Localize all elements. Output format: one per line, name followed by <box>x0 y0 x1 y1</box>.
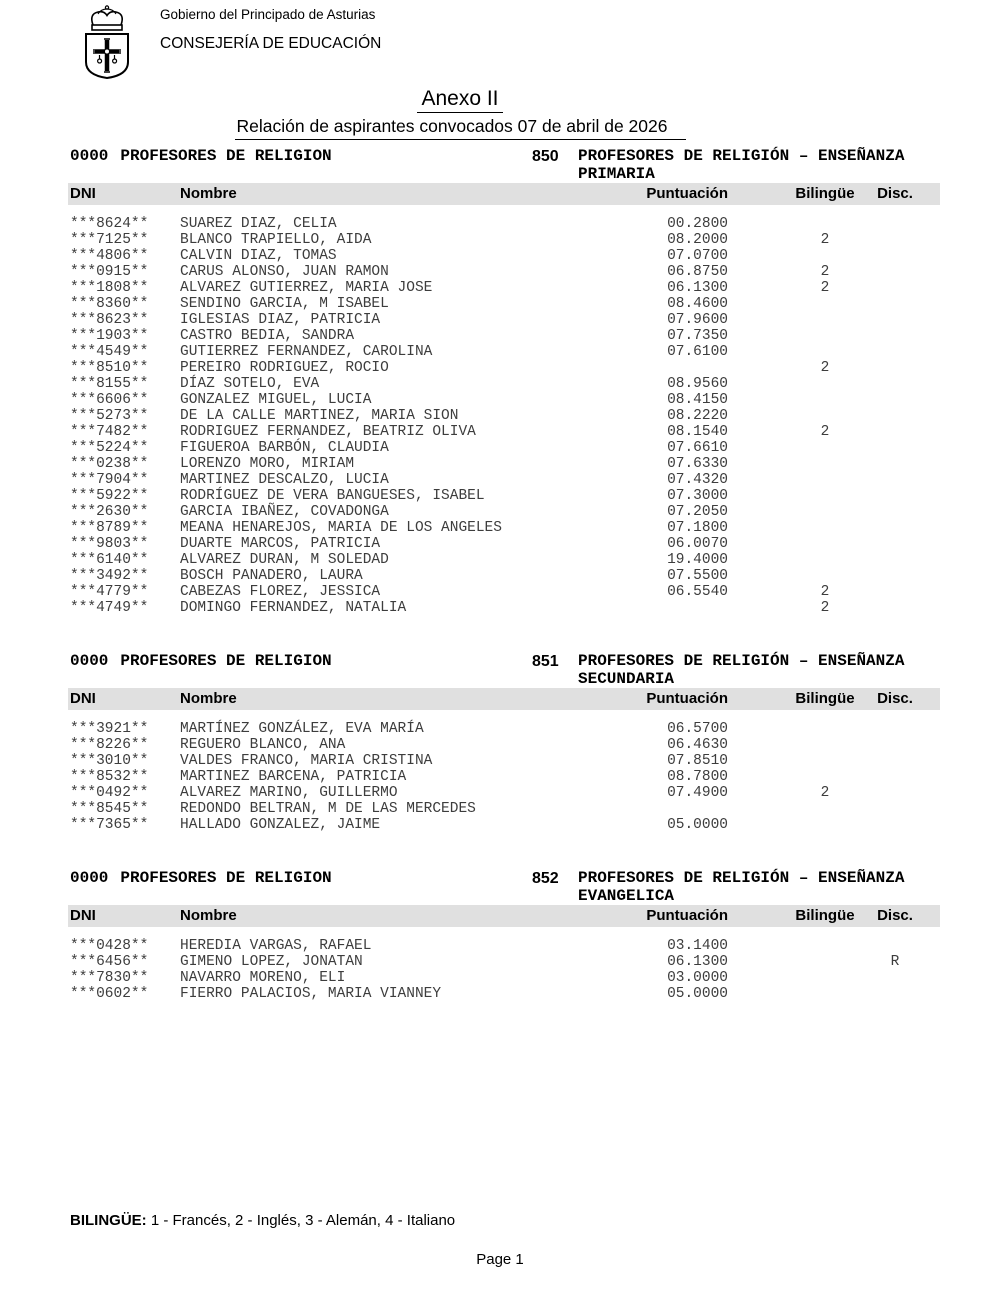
cell-disc <box>872 232 938 248</box>
cell-bilingue <box>728 456 872 472</box>
cell-disc <box>872 424 938 440</box>
cell-nombre: ALVAREZ DURAN, M SOLEDAD <box>180 552 389 568</box>
cell-disc <box>872 392 938 408</box>
cell-nombre: BOSCH PANADERO, LAURA <box>180 568 363 584</box>
cell-disc <box>872 456 938 472</box>
cell-dni: ***0602** <box>70 986 149 1002</box>
cell-nombre: BLANCO TRAPIELLO, AIDA <box>180 232 372 248</box>
table-row <box>68 360 940 376</box>
table-row <box>68 296 940 312</box>
cell-bilingue <box>728 552 872 568</box>
column-header-bilingue: Bilingüe <box>795 185 855 202</box>
table-row <box>68 328 940 344</box>
column-header-row <box>68 905 940 927</box>
cell-dni: ***8360** <box>70 296 149 312</box>
table-row <box>68 472 940 488</box>
cell-disc <box>872 408 938 424</box>
cell-bilingue <box>728 817 872 833</box>
cell-disc <box>872 312 938 328</box>
cell-disc <box>872 552 938 568</box>
cell-nombre: HEREDIA VARGAS, RAFAEL <box>180 938 372 954</box>
section-right-code: 850 <box>532 148 559 165</box>
cell-nombre: MARTINEZ BARCENA, PATRICIA <box>180 769 407 785</box>
org-line-department: CONSEJERÍA DE EDUCACIÓN <box>160 35 382 52</box>
cell-disc <box>872 753 938 769</box>
cell-bilingue <box>728 392 872 408</box>
section-heading <box>68 870 940 905</box>
table-row <box>68 600 940 616</box>
page-title: Anexo II <box>417 87 502 113</box>
cell-bilingue <box>728 970 872 986</box>
table-row <box>68 376 940 392</box>
section-left-code: 0000 <box>70 652 109 670</box>
cell-disc <box>872 801 938 817</box>
cell-bilingue: 2 <box>820 264 830 280</box>
cell-puntuacion: 06.5700 <box>667 721 728 737</box>
cell-dni: ***7365** <box>70 817 149 833</box>
cell-bilingue: 2 <box>820 424 830 440</box>
cell-disc <box>872 600 938 616</box>
cell-nombre: CABEZAS FLOREZ, JESSICA <box>180 584 381 600</box>
cell-dni: ***8789** <box>70 520 149 536</box>
cell-disc <box>872 785 938 801</box>
cell-bilingue <box>728 472 872 488</box>
table-row <box>68 552 940 568</box>
cell-puntuacion <box>578 801 728 817</box>
cell-nombre: CALVIN DIAZ, TOMAS <box>180 248 337 264</box>
cell-puntuacion: 07.4320 <box>667 472 728 488</box>
cell-puntuacion: 08.4600 <box>667 296 728 312</box>
cell-puntuacion <box>578 600 728 616</box>
cell-dni: ***4806** <box>70 248 149 264</box>
cell-bilingue <box>728 938 872 954</box>
table-row <box>68 801 940 817</box>
cell-disc <box>872 568 938 584</box>
column-header-puntuacion: Puntuación <box>646 907 728 924</box>
cell-nombre: VALDES FRANCO, MARIA CRISTINA <box>180 753 433 769</box>
column-header-dni: DNI <box>70 185 96 202</box>
cell-bilingue <box>728 753 872 769</box>
cell-bilingue <box>728 737 872 753</box>
cell-nombre: SUAREZ DIAZ, CELIA <box>180 216 337 232</box>
table-row <box>68 312 940 328</box>
cell-dni: ***8155** <box>70 376 149 392</box>
section-left-title: PROFESORES DE RELIGION <box>120 147 332 165</box>
cell-nombre: DUARTE MARCOS, PATRICIA <box>180 536 381 552</box>
candidates-section <box>68 870 940 1002</box>
section-left-heading <box>70 148 332 166</box>
cell-dni: ***5273** <box>70 408 149 424</box>
cell-disc <box>872 472 938 488</box>
cell-dni: ***5224** <box>70 440 149 456</box>
cell-dni: ***2630** <box>70 504 149 520</box>
cell-puntuacion: 07.3000 <box>667 488 728 504</box>
cell-dni: ***5922** <box>70 488 149 504</box>
section-right-code: 852 <box>532 870 559 887</box>
cell-dni: ***8532** <box>70 769 149 785</box>
table-body <box>68 216 940 616</box>
cell-bilingue: 2 <box>820 785 830 801</box>
cell-bilingue <box>728 986 872 1002</box>
cell-dni: ***9803** <box>70 536 149 552</box>
cell-dni: ***6456** <box>70 954 149 970</box>
cell-disc: R <box>890 954 900 970</box>
section-left-code: 0000 <box>70 869 109 887</box>
cell-puntuacion: 08.9560 <box>667 376 728 392</box>
cell-puntuacion: 19.4000 <box>667 552 728 568</box>
section-heading <box>68 653 940 688</box>
table-row <box>68 986 940 1002</box>
table-row <box>68 216 940 232</box>
legend-label: BILINGÜE: <box>70 1212 147 1229</box>
cell-nombre: MEANA HENAREJOS, MARIA DE LOS ANGELES <box>180 520 502 536</box>
cell-bilingue <box>728 376 872 392</box>
column-header-bilingue: Bilingüe <box>795 907 855 924</box>
cell-nombre: SENDINO GARCIA, M ISABEL <box>180 296 389 312</box>
table-row <box>68 769 940 785</box>
section-left-heading <box>70 870 332 888</box>
cell-puntuacion: 08.2220 <box>667 408 728 424</box>
cell-bilingue <box>728 721 872 737</box>
page-number: Page 1 <box>476 1251 524 1268</box>
cell-disc <box>872 817 938 833</box>
column-header-row <box>68 183 940 205</box>
cell-nombre: GIMENO LOPEZ, JONATAN <box>180 954 363 970</box>
cell-puntuacion: 05.0000 <box>667 986 728 1002</box>
section-heading <box>68 148 940 183</box>
column-header-row <box>68 688 940 710</box>
table-row <box>68 504 940 520</box>
cell-disc <box>872 440 938 456</box>
section-right-code: 851 <box>532 653 559 670</box>
cell-nombre: REGUERO BLANCO, ANA <box>180 737 346 753</box>
cell-nombre: GONZALEZ MIGUEL, LUCIA <box>180 392 372 408</box>
cell-nombre: CASTRO BEDIA, SANDRA <box>180 328 355 344</box>
cell-nombre: GARCIA IBAÑEZ, COVADONGA <box>180 504 389 520</box>
cell-bilingue <box>728 216 872 232</box>
table-row <box>68 817 940 833</box>
cell-disc <box>872 248 938 264</box>
cell-disc <box>872 721 938 737</box>
table-row <box>68 280 940 296</box>
section-left-title: PROFESORES DE RELIGION <box>120 652 332 670</box>
cell-dni: ***4549** <box>70 344 149 360</box>
cell-nombre: FIERRO PALACIOS, MARIA VIANNEY <box>180 986 442 1002</box>
cell-disc <box>872 536 938 552</box>
table-row <box>68 344 940 360</box>
cell-puntuacion: 03.0000 <box>667 970 728 986</box>
cell-dni: ***6606** <box>70 392 149 408</box>
cell-disc <box>872 970 938 986</box>
cell-dni: ***3010** <box>70 753 149 769</box>
column-header-puntuacion: Puntuación <box>646 690 728 707</box>
cell-dni: ***1808** <box>70 280 149 296</box>
cell-disc <box>872 520 938 536</box>
cell-disc <box>872 488 938 504</box>
cell-disc <box>872 296 938 312</box>
cell-dni: ***7125** <box>70 232 149 248</box>
table-row <box>68 785 940 801</box>
cell-dni: ***0238** <box>70 456 149 472</box>
page-subtitle: Relación de aspirantes convocados 07 de abril de 2026 <box>235 116 686 140</box>
cell-nombre: IGLESIAS DIAZ, PATRICIA <box>180 312 381 328</box>
cell-puntuacion: 03.1400 <box>667 938 728 954</box>
table-row <box>68 938 940 954</box>
table-row <box>68 232 940 248</box>
section-right-title: PROFESORES DE RELIGIÓN – ENSEÑANZA EVANGELICA <box>578 869 905 905</box>
cell-dni: ***0915** <box>70 264 149 280</box>
cell-puntuacion: 07.6610 <box>667 440 728 456</box>
table-row <box>68 568 940 584</box>
cell-dni: ***8226** <box>70 737 149 753</box>
cell-nombre: LORENZO MORO, MIRIAM <box>180 456 355 472</box>
section-left-title: PROFESORES DE RELIGION <box>120 869 332 887</box>
table-row <box>68 488 940 504</box>
cell-bilingue: 2 <box>820 280 830 296</box>
cell-puntuacion: 06.1300 <box>667 280 728 296</box>
cell-disc <box>872 938 938 954</box>
cell-bilingue <box>728 504 872 520</box>
column-header-puntuacion: Puntuación <box>646 185 728 202</box>
column-header-dni: DNI <box>70 690 96 707</box>
column-header-nombre: Nombre <box>180 185 237 202</box>
cell-nombre: RODRÍGUEZ DE VERA BANGUESES, ISABEL <box>180 488 485 504</box>
cell-puntuacion: 07.6100 <box>667 344 728 360</box>
table-row <box>68 408 940 424</box>
org-line-government: Gobierno del Principado de Asturias <box>160 7 376 22</box>
column-header-nombre: Nombre <box>180 907 237 924</box>
cell-puntuacion <box>578 360 728 376</box>
cell-puntuacion: 07.2050 <box>667 504 728 520</box>
table-row <box>68 954 940 970</box>
cell-nombre: ALVAREZ GUTIERREZ, MARIA JOSE <box>180 280 433 296</box>
cell-bilingue <box>728 801 872 817</box>
cell-bilingue <box>728 344 872 360</box>
cell-dni: ***8510** <box>70 360 149 376</box>
cell-nombre: ALVAREZ MARINO, GUILLERMO <box>180 785 398 801</box>
cell-puntuacion: 07.4900 <box>667 785 728 801</box>
column-header-nombre: Nombre <box>180 690 237 707</box>
cell-disc <box>872 737 938 753</box>
cell-dni: ***8624** <box>70 216 149 232</box>
cell-nombre: DÍAZ SOTELO, EVA <box>180 376 320 392</box>
table-row <box>68 392 940 408</box>
table-row <box>68 264 940 280</box>
table-row <box>68 424 940 440</box>
cell-disc <box>872 769 938 785</box>
cell-puntuacion: 05.0000 <box>667 817 728 833</box>
cell-puntuacion: 07.5500 <box>667 568 728 584</box>
cell-bilingue <box>728 440 872 456</box>
table-row <box>68 970 940 986</box>
cell-disc <box>872 986 938 1002</box>
cell-bilingue <box>728 536 872 552</box>
cell-nombre: GUTIERREZ FERNANDEZ, CAROLINA <box>180 344 433 360</box>
section-left-heading <box>70 653 332 671</box>
cell-dni: ***0492** <box>70 785 149 801</box>
column-header-bilingue: Bilingüe <box>795 690 855 707</box>
cell-dni: ***1903** <box>70 328 149 344</box>
table-body <box>68 938 940 1002</box>
cell-dni: ***0428** <box>70 938 149 954</box>
cell-puntuacion: 07.7350 <box>667 328 728 344</box>
cell-dni: ***7482** <box>70 424 149 440</box>
table-row <box>68 753 940 769</box>
cell-nombre: DE LA CALLE MARTINEZ, MARIA SION <box>180 408 459 424</box>
table-row <box>68 440 940 456</box>
cell-disc <box>872 504 938 520</box>
cell-nombre: RODRIGUEZ FERNANDEZ, BEATRIZ OLIVA <box>180 424 476 440</box>
title-block <box>0 87 920 140</box>
cell-puntuacion: 06.5540 <box>667 584 728 600</box>
cell-dni: ***8623** <box>70 312 149 328</box>
table-row <box>68 520 940 536</box>
cell-dni: ***7904** <box>70 472 149 488</box>
cell-disc <box>872 344 938 360</box>
cell-disc <box>872 376 938 392</box>
cell-puntuacion: 08.4150 <box>667 392 728 408</box>
cell-dni: ***4749** <box>70 600 149 616</box>
column-header-disc: Disc. <box>877 185 913 202</box>
cell-bilingue: 2 <box>820 584 830 600</box>
cell-puntuacion: 08.2000 <box>667 232 728 248</box>
candidates-section <box>68 148 940 616</box>
table-body <box>68 721 940 833</box>
table-row <box>68 536 940 552</box>
cell-puntuacion: 06.4630 <box>667 737 728 753</box>
cell-nombre: PEREIRO RODRIGUEZ, ROCIO <box>180 360 389 376</box>
cell-bilingue <box>728 769 872 785</box>
cell-bilingue <box>728 954 872 970</box>
cell-bilingue <box>728 312 872 328</box>
cell-nombre: DOMINGO FERNANDEZ, NATALIA <box>180 600 407 616</box>
cell-dni: ***4779** <box>70 584 149 600</box>
cell-nombre: MARTINEZ DESCALZO, LUCIA <box>180 472 389 488</box>
cell-puntuacion: 07.0700 <box>667 248 728 264</box>
cell-puntuacion: 07.9600 <box>667 312 728 328</box>
column-header-disc: Disc. <box>877 907 913 924</box>
cell-puntuacion: 08.1540 <box>667 424 728 440</box>
section-right-title: PROFESORES DE RELIGIÓN – ENSEÑANZA PRIMARIA <box>578 147 905 183</box>
cell-nombre: HALLADO GONZALEZ, JAIME <box>180 817 381 833</box>
asturias-coat-of-arms-icon <box>78 2 136 82</box>
legend-text: 1 - Francés, 2 - Inglés, 3 - Alemán, 4 - Italiano <box>146 1212 456 1229</box>
cell-puntuacion: 07.6330 <box>667 456 728 472</box>
section-left-code: 0000 <box>70 147 109 165</box>
table-row <box>68 456 940 472</box>
cell-nombre: REDONDO BELTRAN, M DE LAS MERCEDES <box>180 801 476 817</box>
cell-disc <box>872 216 938 232</box>
cell-bilingue <box>728 520 872 536</box>
cell-puntuacion: 06.1300 <box>667 954 728 970</box>
cell-nombre: CARUS ALONSO, JUAN RAMON <box>180 264 389 280</box>
cell-dni: ***3921** <box>70 721 149 737</box>
cell-nombre: NAVARRO MORENO, ELI <box>180 970 346 986</box>
candidates-section <box>68 653 940 833</box>
cell-bilingue <box>728 568 872 584</box>
section-right-title: PROFESORES DE RELIGIÓN – ENSEÑANZA SECUNDARIA <box>578 652 905 688</box>
cell-dni: ***7830** <box>70 970 149 986</box>
cell-disc <box>872 328 938 344</box>
table-row <box>68 584 940 600</box>
cell-bilingue <box>728 296 872 312</box>
footer-legend <box>70 1212 455 1229</box>
sections-container <box>0 148 1000 1002</box>
cell-nombre: MARTÍNEZ GONZÁLEZ, EVA MARÍA <box>180 721 424 737</box>
cell-bilingue: 2 <box>820 600 830 616</box>
cell-bilingue <box>728 488 872 504</box>
cell-nombre: FIGUEROA BARBÓN, CLAUDIA <box>180 440 389 456</box>
cell-dni: ***8545** <box>70 801 149 817</box>
column-header-dni: DNI <box>70 907 96 924</box>
table-row <box>68 721 940 737</box>
cell-puntuacion: 06.0070 <box>667 536 728 552</box>
cell-bilingue: 2 <box>820 360 830 376</box>
cell-disc <box>872 264 938 280</box>
cell-disc <box>872 280 938 296</box>
cell-puntuacion: 00.2800 <box>667 216 728 232</box>
column-header-disc: Disc. <box>877 690 913 707</box>
cell-puntuacion: 07.8510 <box>667 753 728 769</box>
cell-puntuacion: 08.7800 <box>667 769 728 785</box>
cell-dni: ***3492** <box>70 568 149 584</box>
cell-disc <box>872 360 938 376</box>
cell-dni: ***6140** <box>70 552 149 568</box>
cell-puntuacion: 07.1800 <box>667 520 728 536</box>
cell-bilingue <box>728 328 872 344</box>
table-row <box>68 248 940 264</box>
cell-bilingue <box>728 248 872 264</box>
cell-disc <box>872 584 938 600</box>
cell-puntuacion: 06.8750 <box>667 264 728 280</box>
cell-bilingue <box>728 408 872 424</box>
cell-bilingue: 2 <box>820 232 830 248</box>
table-row <box>68 737 940 753</box>
